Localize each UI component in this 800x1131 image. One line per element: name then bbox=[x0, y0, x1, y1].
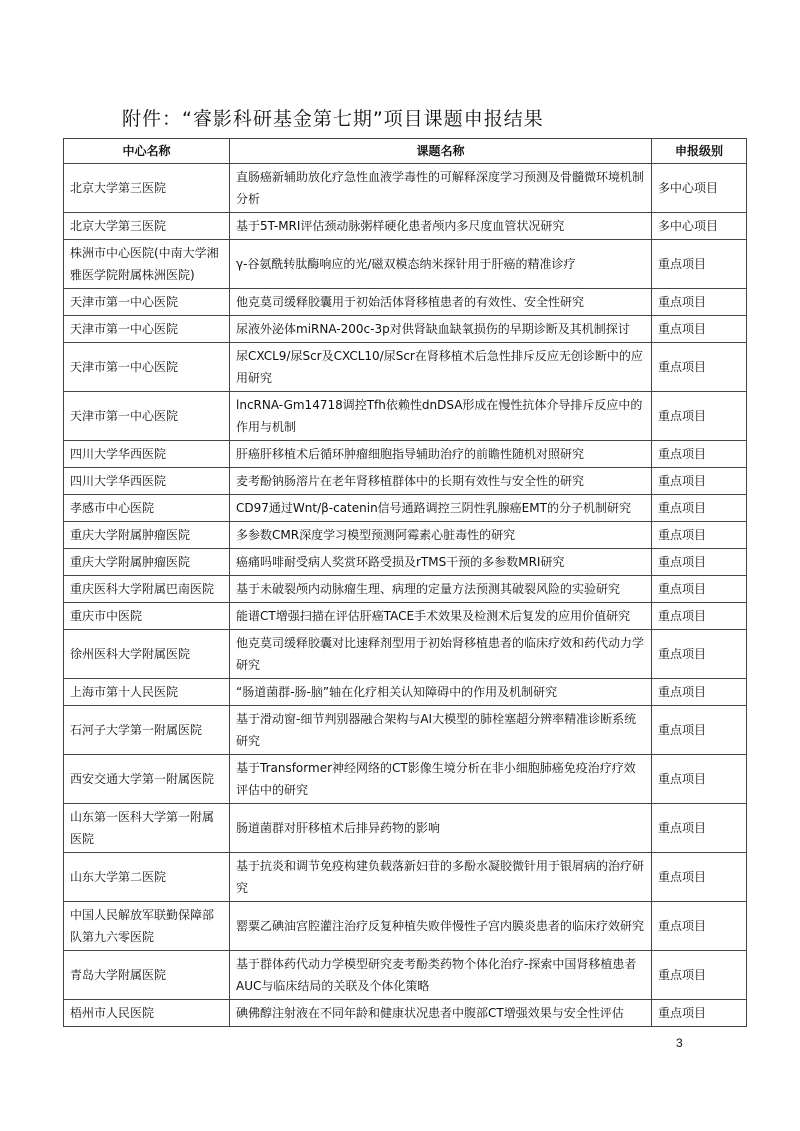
cell-level: 重点项目 bbox=[652, 630, 747, 679]
results-table bbox=[63, 138, 747, 1027]
table-row bbox=[64, 951, 747, 1000]
cell-center-name: 重庆市中医院 bbox=[64, 603, 230, 630]
cell-level: 重点项目 bbox=[652, 755, 747, 804]
cell-topic-name: 尿液外泌体miRNA-200c-3p对供肾缺血缺氧损伤的早期诊断及其机制探讨 bbox=[230, 316, 652, 343]
cell-topic-name: 碘佛醇注射液在不同年龄和健康状况患者中腹部CT增强效果与安全性评估 bbox=[230, 1000, 652, 1027]
cell-level: 重点项目 bbox=[652, 522, 747, 549]
cell-center-name: 天津市第一中心医院 bbox=[64, 289, 230, 316]
cell-topic-name: 基于5T-MRI评估颈动脉粥样硬化患者颅内多尺度血管状况研究 bbox=[230, 213, 652, 240]
cell-center-name: 重庆医科大学附属巴南医院 bbox=[64, 576, 230, 603]
cell-level: 重点项目 bbox=[652, 603, 747, 630]
table-row bbox=[64, 1000, 747, 1027]
cell-center-name: 青岛大学附属医院 bbox=[64, 951, 230, 1000]
table-row bbox=[64, 289, 747, 316]
cell-topic-name: 麦考酚钠肠溶片在老年肾移植群体中的长期有效性与安全性的研究 bbox=[230, 468, 652, 495]
table-row bbox=[64, 630, 747, 679]
cell-center-name: 天津市第一中心医院 bbox=[64, 392, 230, 441]
table-row bbox=[64, 495, 747, 522]
cell-level: 多中心项目 bbox=[652, 164, 747, 213]
cell-center-name: 西安交通大学第一附属医院 bbox=[64, 755, 230, 804]
cell-center-name: 梧州市人民医院 bbox=[64, 1000, 230, 1027]
cell-topic-name: CD97通过Wnt/β-catenin信号通路调控三阴性乳腺癌EMT的分子机制研究 bbox=[230, 495, 652, 522]
cell-center-name: 天津市第一中心医院 bbox=[64, 316, 230, 343]
cell-center-name: 石河子大学第一附属医院 bbox=[64, 706, 230, 755]
cell-level: 多中心项目 bbox=[652, 213, 747, 240]
table-row bbox=[64, 804, 747, 853]
cell-center-name: 山东第一医科大学第一附属医院 bbox=[64, 804, 230, 853]
cell-level: 重点项目 bbox=[652, 576, 747, 603]
cell-topic-name: 尿CXCL9/尿Scr及CXCL10/尿Scr在肾移植术后急性排斥反应无创诊断中的应用研究 bbox=[230, 343, 652, 392]
cell-level: 重点项目 bbox=[652, 549, 747, 576]
cell-level: 重点项目 bbox=[652, 1000, 747, 1027]
cell-topic-name: 癌痛吗啡耐受病人奖赏环路受损及rTMS干预的多参数MRI研究 bbox=[230, 549, 652, 576]
cell-topic-name: 罂粟乙碘油宫腔灌注治疗反复种植失败伴慢性子宫内膜炎患者的临床疗效研究 bbox=[230, 902, 652, 951]
cell-center-name: 上海市第十人民医院 bbox=[64, 679, 230, 706]
cell-level: 重点项目 bbox=[652, 240, 747, 289]
table-row bbox=[64, 576, 747, 603]
cell-level: 重点项目 bbox=[652, 468, 747, 495]
cell-topic-name: lncRNA-Gm14718调控Tfh依赖性dnDSA形成在慢性抗体介导排斥反应中的作用与机制 bbox=[230, 392, 652, 441]
cell-center-name: 天津市第一中心医院 bbox=[64, 343, 230, 392]
cell-center-name: 徐州医科大学附属医院 bbox=[64, 630, 230, 679]
header-level: 申报级别 bbox=[652, 139, 747, 164]
cell-topic-name: 基于抗炎和调节免疫构建负载落新妇苷的多酚水凝胶微针用于银屑病的治疗研究 bbox=[230, 853, 652, 902]
cell-center-name: 孝感市中心医院 bbox=[64, 495, 230, 522]
cell-topic-name: 基于群体药代动力学模型研究麦考酚类药物个体化治疗-探索中国肾移植患者AUC与临床结局的关联及个体化策略 bbox=[230, 951, 652, 1000]
cell-level: 重点项目 bbox=[652, 706, 747, 755]
cell-center-name: 北京大学第三医院 bbox=[64, 213, 230, 240]
cell-level: 重点项目 bbox=[652, 853, 747, 902]
cell-topic-name: 直肠癌新辅助放化疗急性血液学毒性的可解释深度学习预测及骨髓微环境机制分析 bbox=[230, 164, 652, 213]
header-center: 中心名称 bbox=[64, 139, 230, 164]
table-row bbox=[64, 213, 747, 240]
document-title: 附件：“睿影科研基金第七期”项目课题申报结果 bbox=[122, 108, 544, 130]
cell-center-name: 株洲市中心医院(中南大学湘雅医学院附属株洲医院) bbox=[64, 240, 230, 289]
cell-topic-name: 他克莫司缓释胶囊对比速释剂型用于初始肾移植患者的临床疗效和药代动力学研究 bbox=[230, 630, 652, 679]
cell-level: 重点项目 bbox=[652, 902, 747, 951]
table-row bbox=[64, 392, 747, 441]
cell-center-name: 山东大学第二医院 bbox=[64, 853, 230, 902]
cell-topic-name: 肠道菌群对肝移植术后排异药物的影响 bbox=[230, 804, 652, 853]
cell-center-name: 四川大学华西医院 bbox=[64, 441, 230, 468]
cell-center-name: 中国人民解放军联勤保障部队第九六零医院 bbox=[64, 902, 230, 951]
cell-level: 重点项目 bbox=[652, 343, 747, 392]
cell-center-name: 重庆大学附属肿瘤医院 bbox=[64, 549, 230, 576]
cell-topic-name: 基于Transformer神经网络的CT影像生境分析在非小细胞肺癌免疫治疗疗效评估中的研究 bbox=[230, 755, 652, 804]
cell-center-name: 北京大学第三医院 bbox=[64, 164, 230, 213]
table-row bbox=[64, 706, 747, 755]
cell-level: 重点项目 bbox=[652, 679, 747, 706]
table-row bbox=[64, 316, 747, 343]
table-row bbox=[64, 164, 747, 213]
cell-topic-name: 多参数CMR深度学习模型预测阿霉素心脏毒性的研究 bbox=[230, 522, 652, 549]
table-row bbox=[64, 679, 747, 706]
cell-center-name: 四川大学华西医院 bbox=[64, 468, 230, 495]
table-row bbox=[64, 853, 747, 902]
table-row bbox=[64, 902, 747, 951]
header-topic: 课题名称 bbox=[230, 139, 652, 164]
table-body bbox=[64, 164, 747, 1027]
cell-topic-name: 基于滑动窗-细节判别器融合架构与AI大模型的肺栓塞超分辨率精准诊断系统研究 bbox=[230, 706, 652, 755]
table-row bbox=[64, 549, 747, 576]
cell-level: 重点项目 bbox=[652, 392, 747, 441]
cell-topic-name: 肝癌肝移植术后循环肿瘤细胞指导辅助治疗的前瞻性随机对照研究 bbox=[230, 441, 652, 468]
cell-level: 重点项目 bbox=[652, 495, 747, 522]
table-row bbox=[64, 441, 747, 468]
table-row bbox=[64, 240, 747, 289]
table-row bbox=[64, 343, 747, 392]
cell-level: 重点项目 bbox=[652, 951, 747, 1000]
cell-level: 重点项目 bbox=[652, 289, 747, 316]
cell-topic-name: 能谱CT增强扫描在评估肝癌TACE手术效果及检测术后复发的应用价值研究 bbox=[230, 603, 652, 630]
table-header-row bbox=[64, 139, 747, 164]
table-row bbox=[64, 603, 747, 630]
table-row bbox=[64, 468, 747, 495]
cell-level: 重点项目 bbox=[652, 316, 747, 343]
page-number: 3 bbox=[676, 1036, 683, 1050]
cell-topic-name: 他克莫司缓释胶囊用于初始活体肾移植患者的有效性、安全性研究 bbox=[230, 289, 652, 316]
table-row bbox=[64, 755, 747, 804]
cell-level: 重点项目 bbox=[652, 804, 747, 853]
cell-center-name: 重庆大学附属肿瘤医院 bbox=[64, 522, 230, 549]
cell-level: 重点项目 bbox=[652, 441, 747, 468]
cell-topic-name: “肠道菌群-肠-脑”轴在化疗相关认知障碍中的作用及机制研究 bbox=[230, 679, 652, 706]
cell-topic-name: γ-谷氨酰转肽酶响应的光/磁双模态纳米探针用于肝癌的精准诊疗 bbox=[230, 240, 652, 289]
cell-topic-name: 基于未破裂颅内动脉瘤生理、病理的定量方法预测其破裂风险的实验研究 bbox=[230, 576, 652, 603]
table-row bbox=[64, 522, 747, 549]
